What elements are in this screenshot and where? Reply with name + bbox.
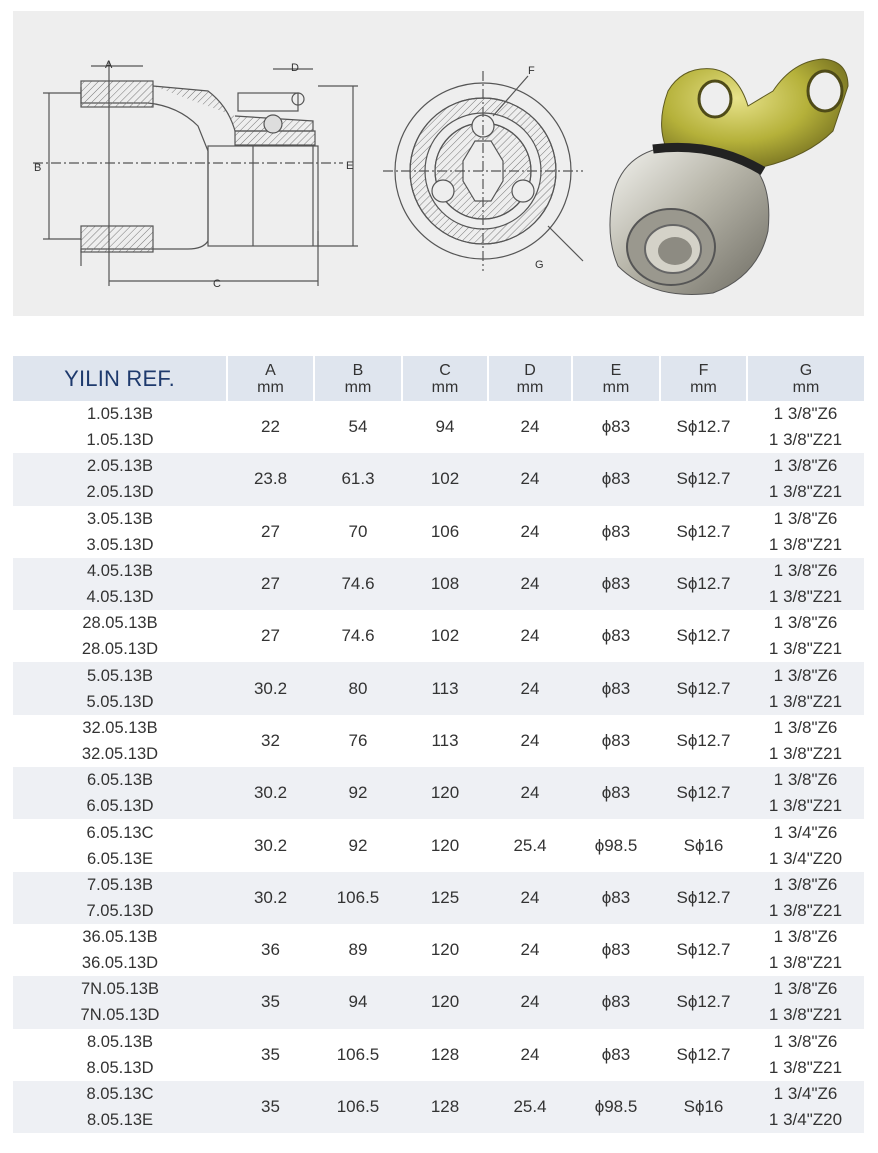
spline-spec: 1 3/4"Z20 (768, 1110, 843, 1129)
cell-g (747, 558, 864, 610)
cell-e: ϕ83 (572, 610, 660, 662)
column-header-g (747, 356, 864, 401)
column-header-f (660, 356, 747, 401)
cell-a: 27 (227, 610, 314, 662)
dimension-label-e: E (346, 160, 354, 172)
spline-spec: 1 3/4"Z6 (773, 822, 838, 842)
table-row (13, 662, 864, 714)
ref-code: 6.05.13E (86, 849, 154, 868)
cell-f: Sϕ16 (660, 819, 747, 871)
ref-code: 4.05.13D (86, 588, 154, 607)
cell-f: Sϕ12.7 (660, 558, 747, 610)
cell-d: 24 (488, 401, 572, 453)
column-header-b (314, 356, 402, 401)
spline-spec: 1 3/8"Z6 (773, 1031, 838, 1051)
dimension-label-c: C (213, 278, 221, 290)
cell-b: 61.3 (314, 453, 402, 505)
column-header-unit: mm (602, 378, 630, 396)
cell-g (747, 767, 864, 819)
ref-code: 6.05.13D (86, 797, 154, 816)
table-row (13, 453, 864, 505)
cell-g (747, 924, 864, 976)
cell-ref (13, 819, 227, 871)
ref-code: 7.05.13D (86, 901, 154, 920)
column-header-a (227, 356, 314, 401)
cell-b: 106.5 (314, 872, 402, 924)
cell-a: 35 (227, 976, 314, 1028)
cell-a: 36 (227, 924, 314, 976)
cell-ref (13, 1029, 227, 1081)
ref-code: 1.05.13B (86, 405, 154, 424)
column-header-unit: mm (690, 378, 717, 396)
ref-code: 8.05.13D (86, 1058, 154, 1077)
column-header-unit: mm (516, 378, 544, 396)
table-row (13, 401, 864, 453)
spline-spec: 1 3/8"Z6 (773, 613, 838, 633)
cell-ref (13, 1081, 227, 1133)
cell-ref (13, 610, 227, 662)
cell-d: 25.4 (488, 1081, 572, 1133)
cell-b: 89 (314, 924, 402, 976)
table-row (13, 558, 864, 610)
technical-drawing (13, 11, 864, 316)
end-view-drawing (383, 71, 583, 271)
cell-d: 25.4 (488, 819, 572, 871)
cell-d: 24 (488, 872, 572, 924)
cell-b: 92 (314, 819, 402, 871)
cell-a: 30.2 (227, 872, 314, 924)
cell-f: Sϕ12.7 (660, 976, 747, 1028)
cell-e: ϕ83 (572, 872, 660, 924)
ref-code: 36.05.13D (81, 954, 159, 973)
column-header-unit: mm (792, 378, 820, 396)
cell-g (747, 1029, 864, 1081)
cell-b: 54 (314, 401, 402, 453)
spline-spec: 1 3/8"Z6 (773, 979, 838, 999)
column-header-label: G (799, 361, 813, 379)
column-header-d (488, 356, 572, 401)
cell-f: Sϕ12.7 (660, 924, 747, 976)
ref-code: 4.05.13B (86, 562, 154, 581)
table-row (13, 715, 864, 767)
column-header-unit: mm (257, 378, 284, 396)
cell-ref (13, 767, 227, 819)
cell-a: 22 (227, 401, 314, 453)
cell-f: Sϕ12.7 (660, 401, 747, 453)
cell-ref (13, 872, 227, 924)
column-header-ref: YILIN REF. (13, 356, 227, 401)
cell-c: 113 (402, 662, 488, 714)
cell-f: Sϕ12.7 (660, 506, 747, 558)
ref-code: 7N.05.13B (81, 980, 159, 999)
cell-a: 30.2 (227, 767, 314, 819)
cell-c: 120 (402, 924, 488, 976)
cell-g (747, 715, 864, 767)
cell-c: 120 (402, 819, 488, 871)
cell-a: 35 (227, 1029, 314, 1081)
table-row (13, 610, 864, 662)
ref-code: 28.05.13B (82, 614, 158, 633)
spline-spec: 1 3/8"Z21 (768, 482, 843, 502)
cell-e: ϕ83 (572, 662, 660, 714)
cell-g (747, 506, 864, 558)
column-header-label: F (698, 361, 709, 379)
dimension-label-d: D (291, 62, 299, 74)
cell-ref (13, 662, 227, 714)
cell-c: 102 (402, 453, 488, 505)
column-header-label: C (439, 361, 451, 379)
spline-spec: 1 3/8"Z21 (768, 1057, 843, 1077)
cell-b: 106.5 (314, 1029, 402, 1081)
cell-a: 35 (227, 1081, 314, 1133)
ref-code: 36.05.13B (82, 928, 158, 947)
column-header-unit: mm (431, 378, 459, 396)
column-header-e (572, 356, 660, 401)
spline-spec: 1 3/8"Z21 (768, 639, 843, 659)
cell-e: ϕ83 (572, 715, 660, 767)
cell-c: 108 (402, 558, 488, 610)
spline-spec: 1 3/8"Z6 (773, 561, 838, 581)
cell-e: ϕ83 (572, 976, 660, 1028)
cell-ref (13, 976, 227, 1028)
ref-code: 2.05.13B (86, 457, 154, 476)
spline-spec: 1 3/8"Z21 (768, 743, 843, 763)
spline-spec: 1 3/8"Z21 (768, 953, 843, 973)
spline-spec: 1 3/8"Z21 (768, 1005, 843, 1025)
cell-c: 120 (402, 767, 488, 819)
specification-table (13, 356, 864, 1133)
cell-g (747, 976, 864, 1028)
cell-g (747, 819, 864, 871)
spline-spec: 1 3/8"Z6 (773, 508, 838, 528)
table-row (13, 872, 864, 924)
dimension-label-g: G (535, 259, 544, 271)
cell-f: Sϕ12.7 (660, 872, 747, 924)
cell-e: ϕ83 (572, 401, 660, 453)
side-view-drawing (33, 61, 358, 286)
cell-b: 74.6 (314, 558, 402, 610)
cell-d: 24 (488, 976, 572, 1028)
product-figure-panel (13, 11, 864, 316)
cell-d: 24 (488, 558, 572, 610)
cell-f: Sϕ16 (660, 1081, 747, 1133)
column-header-label: A (265, 361, 276, 379)
column-header-unit: mm (344, 378, 372, 396)
cell-f: Sϕ12.7 (660, 610, 747, 662)
cell-d: 24 (488, 1029, 572, 1081)
cell-a: 30.2 (227, 819, 314, 871)
table-row (13, 506, 864, 558)
table-row (13, 1029, 864, 1081)
table-body (13, 401, 864, 1133)
cell-c: 125 (402, 872, 488, 924)
cell-ref (13, 924, 227, 976)
ref-code: 8.05.13C (86, 1085, 154, 1103)
spline-spec: 1 3/8"Z6 (773, 770, 838, 790)
cell-e: ϕ83 (572, 558, 660, 610)
cell-g (747, 453, 864, 505)
cell-e: ϕ83 (572, 506, 660, 558)
cell-c: 102 (402, 610, 488, 662)
cell-f: Sϕ12.7 (660, 453, 747, 505)
column-header-label: B (352, 361, 364, 379)
ref-code: 5.05.13D (86, 692, 154, 711)
cell-d: 24 (488, 924, 572, 976)
cell-e: ϕ83 (572, 924, 660, 976)
spline-spec: 1 3/8"Z21 (768, 900, 843, 920)
cell-d: 24 (488, 453, 572, 505)
spline-spec: 1 3/8"Z21 (768, 534, 843, 554)
cell-d: 24 (488, 662, 572, 714)
cell-e: ϕ98.5 (572, 819, 660, 871)
cell-d: 24 (488, 610, 572, 662)
spline-spec: 1 3/4"Z6 (773, 1084, 838, 1103)
column-header-label: E (610, 361, 622, 379)
dimension-label-a: A (105, 59, 113, 71)
spline-spec: 1 3/8"Z6 (773, 456, 838, 476)
cell-b: 70 (314, 506, 402, 558)
ref-code: 8.05.13E (86, 1111, 154, 1129)
ref-code: 3.05.13D (86, 535, 154, 554)
spline-spec: 1 3/8"Z21 (768, 587, 843, 607)
cell-e: ϕ83 (572, 1029, 660, 1081)
spline-spec: 1 3/8"Z6 (773, 404, 838, 424)
ref-code: 32.05.13D (81, 744, 159, 763)
cell-c: 128 (402, 1081, 488, 1133)
spline-spec: 1 3/8"Z6 (773, 665, 838, 685)
ref-code: 2.05.13D (86, 483, 154, 502)
column-header-c (402, 356, 488, 401)
ref-code: 28.05.13D (81, 640, 159, 659)
cell-c: 128 (402, 1029, 488, 1081)
dimension-label-f: F (528, 65, 535, 77)
ref-code: 1.05.13D (86, 431, 154, 450)
cell-a: 32 (227, 715, 314, 767)
cell-a: 23.8 (227, 453, 314, 505)
cell-ref (13, 506, 227, 558)
cell-f: Sϕ12.7 (660, 767, 747, 819)
spline-spec: 1 3/8"Z6 (773, 874, 838, 894)
cell-d: 24 (488, 715, 572, 767)
cell-g (747, 1081, 864, 1133)
ref-code: 6.05.13C (86, 823, 154, 842)
ref-code: 6.05.13B (86, 771, 154, 790)
ref-code: 7.05.13B (86, 875, 154, 894)
cell-ref (13, 401, 227, 453)
table-row (13, 767, 864, 819)
cell-b: 92 (314, 767, 402, 819)
cell-g (747, 872, 864, 924)
spline-spec: 1 3/8"Z6 (773, 717, 838, 737)
cell-d: 24 (488, 767, 572, 819)
cell-e: ϕ98.5 (572, 1081, 660, 1133)
cell-b: 94 (314, 976, 402, 1028)
cell-a: 27 (227, 506, 314, 558)
cell-g (747, 610, 864, 662)
cell-ref (13, 715, 227, 767)
cell-ref (13, 453, 227, 505)
cell-f: Sϕ12.7 (660, 662, 747, 714)
ref-code: 7N.05.13D (80, 1006, 160, 1025)
cell-b: 74.6 (314, 610, 402, 662)
cell-b: 106.5 (314, 1081, 402, 1133)
yoke-product-render (610, 59, 848, 294)
cell-g (747, 401, 864, 453)
dimension-label-b: B (34, 162, 42, 174)
ref-code: 32.05.13B (82, 718, 158, 737)
table-row (13, 1081, 864, 1133)
spline-spec: 1 3/8"Z6 (773, 927, 838, 947)
cell-e: ϕ83 (572, 767, 660, 819)
spline-spec: 1 3/8"Z21 (768, 430, 843, 450)
ref-code: 3.05.13B (86, 509, 154, 528)
cell-e: ϕ83 (572, 453, 660, 505)
column-header-label: D (524, 361, 536, 379)
table-header-row (13, 356, 864, 401)
cell-g (747, 662, 864, 714)
cell-f: Sϕ12.7 (660, 1029, 747, 1081)
cell-f: Sϕ12.7 (660, 715, 747, 767)
cell-a: 27 (227, 558, 314, 610)
cell-c: 94 (402, 401, 488, 453)
cell-ref (13, 558, 227, 610)
cell-b: 76 (314, 715, 402, 767)
ref-code: 5.05.13B (86, 666, 154, 685)
table-row (13, 819, 864, 871)
ref-code: 8.05.13B (86, 1032, 154, 1051)
cell-b: 80 (314, 662, 402, 714)
spline-spec: 1 3/4"Z20 (768, 848, 843, 868)
spline-spec: 1 3/8"Z21 (768, 691, 843, 711)
cell-c: 113 (402, 715, 488, 767)
table-row (13, 924, 864, 976)
table-row (13, 976, 864, 1028)
cell-d: 24 (488, 506, 572, 558)
cell-c: 120 (402, 976, 488, 1028)
cell-a: 30.2 (227, 662, 314, 714)
spline-spec: 1 3/8"Z21 (768, 796, 843, 816)
cell-c: 106 (402, 506, 488, 558)
